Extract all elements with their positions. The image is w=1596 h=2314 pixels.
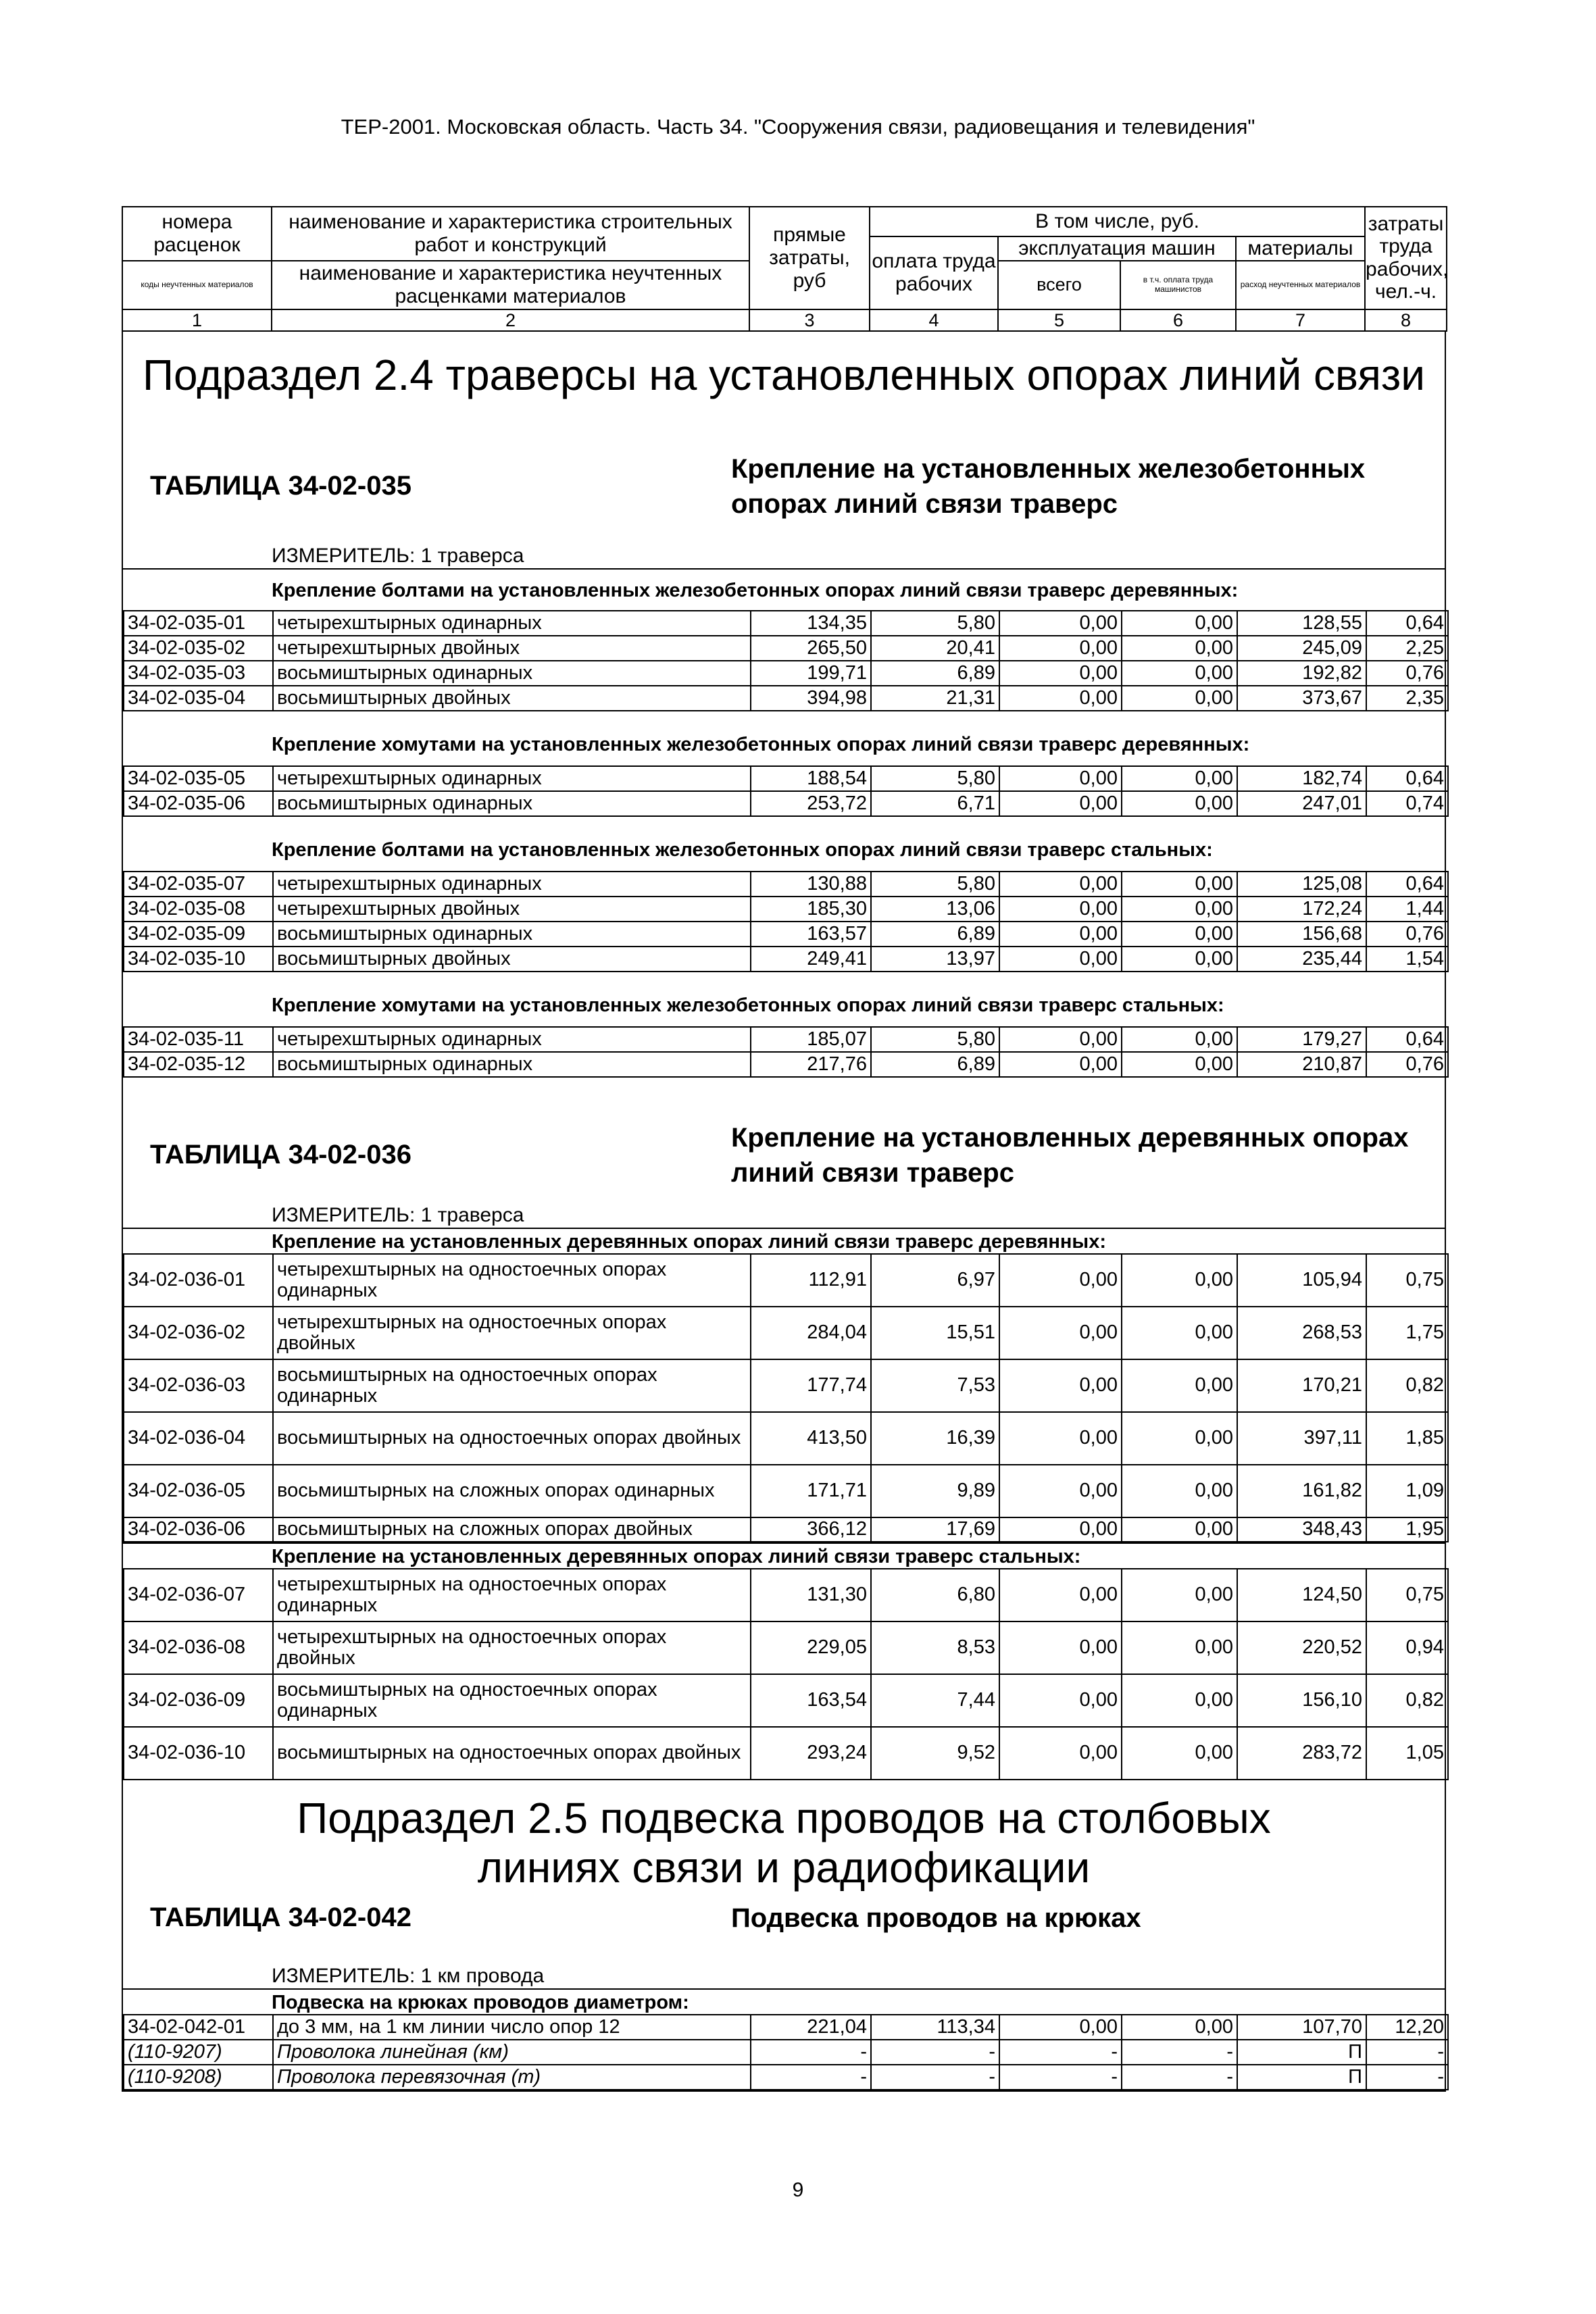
table-row — [124, 661, 1448, 686]
row-value: 0,00 — [999, 1465, 1122, 1517]
row-value: 0,00 — [1122, 1674, 1237, 1727]
header-labor: затраты труда рабочих, чел.-ч. — [1365, 207, 1447, 309]
row-value: 130,88 — [751, 872, 871, 897]
header-num: 2 — [272, 309, 749, 331]
row-value: 17,69 — [871, 1517, 999, 1542]
row-name: четырехштырных одинарных — [273, 766, 751, 791]
row-value: 253,72 — [751, 791, 871, 816]
row-value: 0,00 — [1122, 1621, 1237, 1674]
table-row — [124, 1027, 1448, 1052]
row-value: 247,01 — [1237, 791, 1366, 816]
row-value: 185,07 — [751, 1027, 871, 1052]
row-value: 1,05 — [1366, 1727, 1448, 1780]
row-name: четырехштырных на одностоечных опорах двойных — [273, 1621, 751, 1674]
table-row — [124, 686, 1448, 711]
row-value: 0,75 — [1366, 1569, 1448, 1621]
row-value: 0,00 — [1122, 1727, 1237, 1780]
row-value: 16,39 — [871, 1412, 999, 1465]
subsection-title: Подраздел 2.5 подвеска проводов на столбовых линиях связи и радиофикации — [297, 1793, 1271, 1892]
row-value: 0,00 — [999, 1254, 1122, 1307]
row-value: 156,10 — [1237, 1674, 1366, 1727]
row-value: 293,24 — [751, 1727, 871, 1780]
row-value: 1,95 — [1366, 1517, 1448, 1542]
table-row — [124, 1674, 1448, 1727]
row-value: 163,57 — [751, 922, 871, 947]
row-value: 0,00 — [999, 1517, 1122, 1542]
row-value: 0,00 — [1122, 791, 1237, 816]
row-value: 0,00 — [1122, 872, 1237, 897]
row-value: 105,94 — [1237, 1254, 1366, 1307]
table-row — [124, 1621, 1448, 1674]
row-value: 1,75 — [1366, 1307, 1448, 1359]
row-value: 0,00 — [1122, 1052, 1237, 1077]
table-heading — [123, 447, 1445, 526]
table-row — [124, 1412, 1448, 1465]
group-title: Крепление хомутами на установленных железобетонных опорах линий связи траверс деревянных: — [272, 733, 1250, 755]
row-value: 0,82 — [1366, 1674, 1448, 1727]
row-value: 107,70 — [1237, 2015, 1366, 2040]
row-value: - — [751, 2040, 871, 2065]
header-codes: номера расценок — [122, 207, 272, 261]
group-title: Крепление болтами на установленных железобетонных опорах линий связи траверс деревянных: — [123, 568, 1445, 610]
row-value: 12,20 — [1366, 2015, 1448, 2040]
row-code: 34-02-036-05 — [124, 1465, 273, 1517]
table-row — [124, 897, 1448, 922]
row-code: 34-02-042-01 — [124, 2015, 273, 2040]
row-value: 0,00 — [1122, 947, 1237, 972]
row-value: 5,80 — [871, 872, 999, 897]
table-row — [124, 1465, 1448, 1517]
row-value: 9,52 — [871, 1727, 999, 1780]
row-value: 0,00 — [1122, 2015, 1237, 2040]
row-code: 34-02-035-10 — [124, 947, 273, 972]
row-value: 128,55 — [1237, 611, 1366, 636]
header-number-row — [122, 309, 1447, 331]
row-value: 284,04 — [751, 1307, 871, 1359]
row-value: 0,00 — [1122, 661, 1237, 686]
row-code: (110-9208) — [124, 2065, 273, 2090]
group-title: Крепление болтами на установленных железобетонных опорах линий связи траверс стальных: — [272, 838, 1213, 861]
table-measure: ИЗМЕРИТЕЛЬ: 1 траверса — [272, 1203, 524, 1226]
row-value: 6,80 — [871, 1569, 999, 1621]
row-value: 156,68 — [1237, 922, 1366, 947]
row-value: 0,00 — [1122, 1307, 1237, 1359]
row-value: - — [999, 2065, 1122, 2090]
row-value: 0,00 — [1122, 1027, 1237, 1052]
table-34-02-042 — [123, 1988, 1445, 2090]
table-row — [124, 1254, 1448, 1307]
header-machines: эксплуатация машин — [998, 236, 1236, 261]
table-34-02-035 — [123, 568, 1445, 1078]
row-name: четырехштырных на одностоечных опорах одинарных — [273, 1569, 751, 1621]
row-value: 5,80 — [871, 1027, 999, 1052]
row-value: 172,24 — [1237, 897, 1366, 922]
row-value: П — [1237, 2040, 1366, 2065]
row-value: 0,00 — [1122, 922, 1237, 947]
row-name: восьмиштырных двойных — [273, 947, 751, 972]
row-code: 34-02-036-03 — [124, 1359, 273, 1412]
table-code: ТАБЛИЦА 34-02-042 — [150, 1903, 412, 1933]
row-code: 34-02-036-07 — [124, 1569, 273, 1621]
header-works: наименование и характеристика строительных работ и конструкций — [272, 207, 749, 261]
row-value: 348,43 — [1237, 1517, 1366, 1542]
row-value: 0,64 — [1366, 766, 1448, 791]
row-code: 34-02-036-02 — [124, 1307, 273, 1359]
header-num: 1 — [122, 309, 272, 331]
row-value: 6,89 — [871, 922, 999, 947]
header-num: 5 — [998, 309, 1120, 331]
row-value: 179,27 — [1237, 1027, 1366, 1052]
row-name: восьмиштырных одинарных — [273, 1052, 751, 1077]
row-name: четырехштырных двойных — [273, 636, 751, 661]
row-name: восьмиштырных на сложных опорах двойных — [273, 1517, 751, 1542]
row-value: 0,00 — [999, 791, 1122, 816]
row-value: 134,35 — [751, 611, 871, 636]
row-value: 9,89 — [871, 1465, 999, 1517]
row-value: 0,76 — [1366, 922, 1448, 947]
row-value: 185,30 — [751, 897, 871, 922]
table-row — [124, 922, 1448, 947]
header-materials: материалы — [1236, 236, 1365, 261]
row-value: 0,94 — [1366, 1621, 1448, 1674]
table-measure: ИЗМЕРИТЕЛЬ: 1 траверса — [272, 544, 524, 567]
row-value: 229,05 — [751, 1621, 871, 1674]
row-value: 366,12 — [751, 1517, 871, 1542]
row-value: 0,00 — [999, 872, 1122, 897]
row-value: - — [871, 2065, 999, 2090]
row-value: 373,67 — [1237, 686, 1366, 711]
row-value: - — [1122, 2040, 1237, 2065]
row-value: 0,00 — [999, 922, 1122, 947]
row-value: 0,00 — [999, 1412, 1122, 1465]
column-header — [122, 206, 1447, 332]
table-row — [124, 766, 1448, 791]
row-value: 192,82 — [1237, 661, 1366, 686]
group-title: Подвеска на крюках проводов диаметром: — [123, 1988, 1445, 2014]
row-value: 1,09 — [1366, 1465, 1448, 1517]
row-value: 0,00 — [1122, 766, 1237, 791]
row-value: 0,00 — [1122, 897, 1237, 922]
row-name: четырехштырных на одностоечных опорах двойных — [273, 1307, 751, 1359]
row-value: - — [999, 2040, 1122, 2065]
group-title: Крепление на установленных деревянных опорах линий связи траверс деревянных: — [123, 1228, 1445, 1253]
row-value: 0,00 — [999, 1621, 1122, 1674]
row-value: 0,00 — [999, 2015, 1122, 2040]
row-value: П — [1237, 2065, 1366, 2090]
row-code: 34-02-035-03 — [124, 661, 273, 686]
table-row — [124, 611, 1448, 636]
row-value: 0,82 — [1366, 1359, 1448, 1412]
row-value: 268,53 — [1237, 1307, 1366, 1359]
row-value: 6,97 — [871, 1254, 999, 1307]
row-value: 0,00 — [1122, 1517, 1237, 1542]
row-value: 15,51 — [871, 1307, 999, 1359]
row-name: восьмиштырных одинарных — [273, 922, 751, 947]
row-value: 0,00 — [999, 897, 1122, 922]
table-row — [124, 1727, 1448, 1780]
row-value: 0,64 — [1366, 611, 1448, 636]
row-name: четырехштырных одинарных — [273, 1027, 751, 1052]
table-title: Крепление на установленных деревянных опорах линий связи траверс — [731, 1122, 1409, 1188]
row-name: четырехштырных на одностоечных опорах одинарных — [273, 1254, 751, 1307]
row-code: 34-02-035-05 — [124, 766, 273, 791]
row-name: восьмиштырных на сложных опорах одинарных — [273, 1465, 751, 1517]
row-value: 161,82 — [1237, 1465, 1366, 1517]
table-title: Подвеска проводов на крюках — [731, 1903, 1141, 1933]
row-value: 13,06 — [871, 897, 999, 922]
subsection-title: Подраздел 2.4 траверсы на установленных опорах линий связи — [143, 350, 1425, 399]
row-value: 2,35 — [1366, 686, 1448, 711]
row-value: - — [1122, 2065, 1237, 2090]
header-machinist-wages: в т.ч. оплата труда машинистов — [1120, 261, 1236, 309]
row-value: 283,72 — [1237, 1727, 1366, 1780]
row-name: восьмиштырных одинарных — [273, 661, 751, 686]
row-value: 210,87 — [1237, 1052, 1366, 1077]
row-value: 0,00 — [999, 611, 1122, 636]
table-row — [124, 2040, 1448, 2065]
header-num: 4 — [870, 309, 998, 331]
row-code: 34-02-036-09 — [124, 1674, 273, 1727]
row-value: 0,74 — [1366, 791, 1448, 816]
header-wages: оплата труда рабочих — [870, 236, 998, 309]
row-name: четырехштырных одинарных — [273, 611, 751, 636]
row-value: 413,50 — [751, 1412, 871, 1465]
row-value: 249,41 — [751, 947, 871, 972]
row-code: 34-02-035-06 — [124, 791, 273, 816]
table-row — [124, 2065, 1448, 2090]
page-number: 9 — [792, 2179, 804, 2201]
row-value: 0,00 — [999, 1569, 1122, 1621]
row-value: - — [1366, 2065, 1448, 2090]
document-body — [122, 332, 1446, 2092]
row-value: 0,00 — [999, 947, 1122, 972]
row-code: 34-02-036-04 — [124, 1412, 273, 1465]
table-row — [124, 1359, 1448, 1412]
row-code: (110-9207) — [124, 2040, 273, 2065]
table-heading — [123, 1115, 1445, 1195]
table-row — [124, 636, 1448, 661]
row-name: Проволока перевязочная (т) — [273, 2065, 751, 2090]
row-value: 0,00 — [1122, 1465, 1237, 1517]
table-row — [124, 791, 1448, 816]
header-num: 6 — [1120, 309, 1236, 331]
row-value: 6,89 — [871, 1052, 999, 1077]
row-value: 0,76 — [1366, 661, 1448, 686]
row-value: 245,09 — [1237, 636, 1366, 661]
row-value: 1,44 — [1366, 897, 1448, 922]
row-value: 0,00 — [1122, 636, 1237, 661]
row-code: 34-02-035-01 — [124, 611, 273, 636]
row-name: восьмиштырных на одностоечных опорах одинарных — [273, 1359, 751, 1412]
row-value: - — [751, 2065, 871, 2090]
group-title: Крепление на установленных деревянных опорах линий связи траверс стальных: — [123, 1542, 1445, 1568]
row-value: 6,89 — [871, 661, 999, 686]
row-value: 7,53 — [871, 1359, 999, 1412]
document-frame — [122, 206, 1449, 2092]
row-value: 0,00 — [999, 1727, 1122, 1780]
row-code: 34-02-035-07 — [124, 872, 273, 897]
row-value: 5,80 — [871, 766, 999, 791]
row-value: 265,50 — [751, 636, 871, 661]
header-num: 3 — [749, 309, 870, 331]
row-name: восьмиштырных на одностоечных опорах двойных — [273, 1412, 751, 1465]
row-value: 0,00 — [999, 1307, 1122, 1359]
row-value: 0,76 — [1366, 1052, 1448, 1077]
header-material-usage: расход неучтенных материалов — [1236, 261, 1365, 309]
row-value: 2,25 — [1366, 636, 1448, 661]
row-code: 34-02-036-06 — [124, 1517, 273, 1542]
row-value: 113,34 — [871, 2015, 999, 2040]
row-value: 1,54 — [1366, 947, 1448, 972]
table-row — [124, 1052, 1448, 1077]
row-name: четырехштырных одинарных — [273, 872, 751, 897]
row-value: 217,76 — [751, 1052, 871, 1077]
header-machines-total: всего — [998, 261, 1120, 309]
row-value: 394,98 — [751, 686, 871, 711]
header-including: В том числе, руб. — [870, 207, 1365, 236]
row-name: четырехштырных двойных — [273, 897, 751, 922]
row-value: 188,54 — [751, 766, 871, 791]
row-value: 0,00 — [1122, 686, 1237, 711]
table-row — [124, 1569, 1448, 1621]
row-code: 34-02-036-10 — [124, 1727, 273, 1780]
table-row — [124, 1307, 1448, 1359]
table-measure: ИЗМЕРИТЕЛЬ: 1 км провода — [272, 1964, 545, 1987]
row-value: 5,80 — [871, 611, 999, 636]
header-direct-costs: прямые затраты, руб — [749, 207, 870, 309]
row-value: 124,50 — [1237, 1569, 1366, 1621]
row-value: 21,31 — [871, 686, 999, 711]
row-value: - — [871, 2040, 999, 2065]
row-value: 0,00 — [999, 1052, 1122, 1077]
row-code: 34-02-036-08 — [124, 1621, 273, 1674]
row-value: 0,00 — [1122, 1569, 1237, 1621]
row-value: 112,91 — [751, 1254, 871, 1307]
row-value: 0,00 — [1122, 1412, 1237, 1465]
row-value: 0,00 — [999, 686, 1122, 711]
row-name: восьмиштырных одинарных — [273, 791, 751, 816]
row-value: 0,00 — [999, 766, 1122, 791]
table-code: ТАБЛИЦА 34-02-036 — [150, 1140, 412, 1170]
row-code: 34-02-035-04 — [124, 686, 273, 711]
row-value: 0,64 — [1366, 872, 1448, 897]
row-name: восьмиштырных двойных — [273, 686, 751, 711]
row-value: 0,00 — [999, 1027, 1122, 1052]
table-code: ТАБЛИЦА 34-02-035 — [150, 471, 412, 501]
row-value: 0,00 — [999, 1674, 1122, 1727]
table-title: Крепление на установленных железобетонных опорах линий связи траверс — [731, 453, 1366, 519]
group-title: Крепление хомутами на установленных железобетонных опорах линий связи траверс стальных: — [272, 994, 1224, 1016]
row-value: 0,00 — [1122, 611, 1237, 636]
header-materials-desc: наименование и характеристика неучтенных расценками материалов — [272, 261, 749, 309]
row-value: 182,74 — [1237, 766, 1366, 791]
row-name: восьмиштырных на одностоечных опорах одинарных — [273, 1674, 751, 1727]
row-code: 34-02-035-11 — [124, 1027, 273, 1052]
row-code: 34-02-035-08 — [124, 897, 273, 922]
row-code: 34-02-036-01 — [124, 1254, 273, 1307]
row-value: 199,71 — [751, 661, 871, 686]
row-value: 8,53 — [871, 1621, 999, 1674]
row-value: 0,00 — [1122, 1359, 1237, 1412]
row-value: 13,97 — [871, 947, 999, 972]
header-num: 7 — [1236, 309, 1365, 331]
table-34-02-036 — [123, 1228, 1445, 1780]
row-value: 0,00 — [999, 1359, 1122, 1412]
row-name: до 3 мм, на 1 км линии число опор 12 — [273, 2015, 751, 2040]
row-value: 220,52 — [1237, 1621, 1366, 1674]
row-value: 0,00 — [999, 661, 1122, 686]
row-value: 1,85 — [1366, 1412, 1448, 1465]
row-value: 170,21 — [1237, 1359, 1366, 1412]
row-value: 0,75 — [1366, 1254, 1448, 1307]
row-value: 0,00 — [999, 636, 1122, 661]
table-row — [124, 1517, 1448, 1542]
row-value: 131,30 — [751, 1569, 871, 1621]
row-value: 20,41 — [871, 636, 999, 661]
row-code: 34-02-035-12 — [124, 1052, 273, 1077]
row-value: 177,74 — [751, 1359, 871, 1412]
row-value: 397,11 — [1237, 1412, 1366, 1465]
row-code: 34-02-035-09 — [124, 922, 273, 947]
row-value: 171,71 — [751, 1465, 871, 1517]
row-value: 235,44 — [1237, 947, 1366, 972]
row-value: 6,71 — [871, 791, 999, 816]
header-num: 8 — [1365, 309, 1447, 331]
row-value: 7,44 — [871, 1674, 999, 1727]
row-value: 0,64 — [1366, 1027, 1448, 1052]
row-name: восьмиштырных на одностоечных опорах двойных — [273, 1727, 751, 1780]
row-value: 125,08 — [1237, 872, 1366, 897]
row-value: 221,04 — [751, 2015, 871, 2040]
table-row — [124, 947, 1448, 972]
row-value: 0,00 — [1122, 1254, 1237, 1307]
row-name: Проволока линейная (км) — [273, 2040, 751, 2065]
row-code: 34-02-035-02 — [124, 636, 273, 661]
header-material-codes: коды неучтенных материалов — [122, 261, 272, 309]
table-row — [124, 872, 1448, 897]
row-value: 163,54 — [751, 1674, 871, 1727]
row-value: - — [1366, 2040, 1448, 2065]
table-row — [124, 2015, 1448, 2040]
page-header: ТЕР-2001. Московская область. Часть 34. "Сооружения связи, радиовещания и телевидения" — [341, 115, 1255, 139]
